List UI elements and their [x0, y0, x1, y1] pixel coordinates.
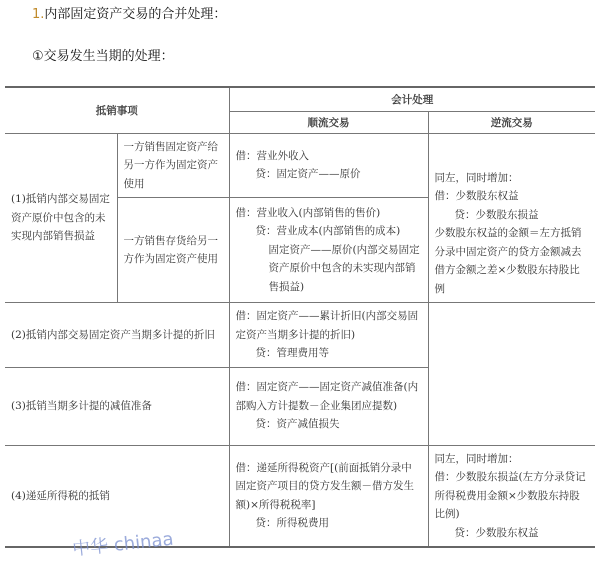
table-row — [5, 303, 595, 368]
header-upstream: 逆流交易 — [428, 111, 595, 133]
row4-item: (4)递延所得税的抵销 — [5, 445, 229, 547]
row1-item: (1)抵销内部交易固定资产原价中包含的未实现内部销售损益 — [5, 133, 117, 303]
row3-downstream: 借：固定资产——固定资产减值准备(内部购入方计提数－企业集团应提数) 贷：资产减值损失 — [229, 367, 428, 445]
header-item: 抵销事项 — [5, 87, 229, 133]
table-row — [5, 445, 595, 547]
row1a-case: 一方销售固定资产给另一方作为固定资产使用 — [117, 133, 229, 198]
table-row — [5, 367, 595, 445]
heading-number: 1. — [32, 7, 45, 22]
row3-item: (3)抵销当期多计提的减值准备 — [5, 367, 229, 445]
row4-upstream: 同左，同时增加： 借：少数股东损益(左方分录贷记所得税费用金额×少数股东持股比例) 贷：少数股东权益 — [428, 445, 595, 547]
row1b-case: 一方销售存货给另一方作为固定资产使用 — [117, 198, 229, 303]
header-accounting: 会计处理 — [229, 87, 595, 111]
row3-upstream-continued — [428, 367, 595, 445]
watermark: 中华 chinaa — [71, 528, 175, 561]
table-row — [5, 133, 595, 198]
row1a-downstream: 借：营业外收入 贷：固定资产——原价 — [229, 133, 428, 198]
header-downstream: 顺流交易 — [229, 111, 428, 133]
section-heading-1: 1.内部固定资产交易的合并处理： — [32, 7, 227, 22]
consolidation-table — [5, 86, 595, 548]
row2-item: (2)抵销内部交易固定资产当期多计提的折旧 — [5, 303, 229, 368]
row1-upstream: 同左，同时增加： 借：少数股东权益 贷：少数股东损益 少数股东权益的金额＝左方抵销分录中固定资产的贷方金额减去借方金额之差×少数股东持股比例 — [428, 133, 595, 303]
row2-downstream: 借：固定资产——累计折旧(内部交易固定资产当期多计提的折旧) 贷：管理费用等 — [229, 303, 428, 368]
row2-upstream-continued — [428, 303, 595, 368]
section-heading-2: ①交易发生当期的处理： — [32, 49, 174, 64]
row4-downstream: 借：递延所得税资产[(前面抵销分录中固定资产项目的贷方发生额－借方发生额)×所得税税率] 贷：所得税费用 — [229, 445, 428, 547]
row1b-downstream: 借：营业收入(内部销售的售价) 贷：营业成本(内部销售的成本) 固定资产——原价(内部交易固定资产原价中包含的未实现内部销售损益) — [229, 198, 428, 303]
